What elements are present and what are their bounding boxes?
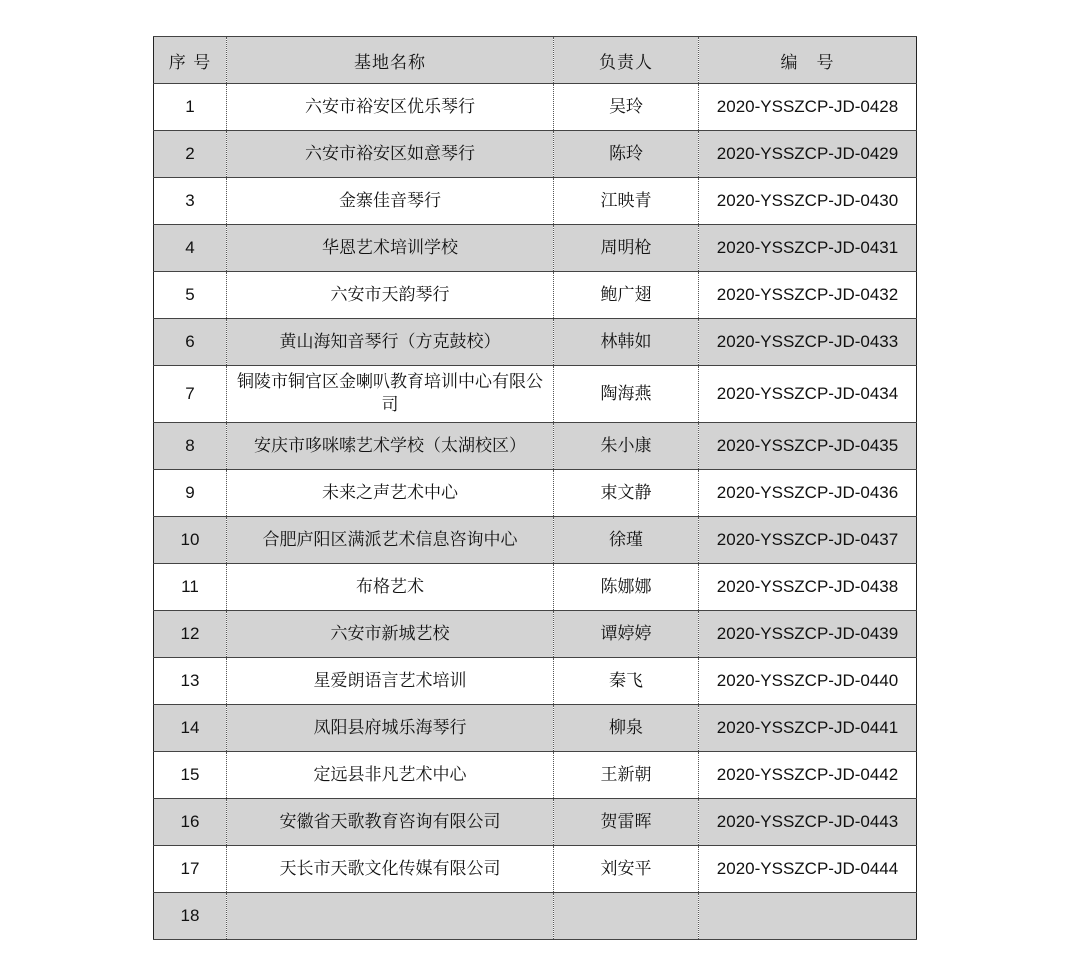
cell-person-in-charge: 陈娜娜 — [554, 564, 699, 611]
cell-person-in-charge: 刘安平 — [554, 846, 699, 893]
cell-code: 2020-YSSZCP-JD-0434 — [699, 366, 917, 423]
cell-serial-number: 14 — [154, 705, 227, 752]
cell-person-in-charge: 谭婷婷 — [554, 611, 699, 658]
table-row — [154, 272, 917, 319]
cell-code: 2020-YSSZCP-JD-0432 — [699, 272, 917, 319]
cell-serial-number: 13 — [154, 658, 227, 705]
cell-code: 2020-YSSZCP-JD-0429 — [699, 131, 917, 178]
header-person-in-charge: 负责人 — [554, 37, 699, 84]
cell-code: 2020-YSSZCP-JD-0436 — [699, 470, 917, 517]
cell-base-name: 合肥庐阳区满派艺术信息咨询中心 — [227, 517, 554, 564]
cell-person-in-charge: 陶海燕 — [554, 366, 699, 423]
cell-code: 2020-YSSZCP-JD-0430 — [699, 178, 917, 225]
cell-base-name: 天长市天歌文化传媒有限公司 — [227, 846, 554, 893]
cell-base-name: 六安市天韵琴行 — [227, 272, 554, 319]
cell-base-name: 未来之声艺术中心 — [227, 470, 554, 517]
cell-base-name: 六安市新城艺校 — [227, 611, 554, 658]
cell-person-in-charge: 柳泉 — [554, 705, 699, 752]
cell-code: 2020-YSSZCP-JD-0443 — [699, 799, 917, 846]
cell-serial-number: 6 — [154, 319, 227, 366]
cell-base-name: 铜陵市铜官区金喇叭教育培训中心有限公司 — [227, 366, 554, 423]
cell-person-in-charge: 贺雷晖 — [554, 799, 699, 846]
cell-base-name: 六安市裕安区优乐琴行 — [227, 84, 554, 131]
table-row — [154, 799, 917, 846]
cell-person-in-charge — [554, 893, 699, 940]
cell-code: 2020-YSSZCP-JD-0442 — [699, 752, 917, 799]
cell-serial-number: 17 — [154, 846, 227, 893]
cell-serial-number: 10 — [154, 517, 227, 564]
cell-serial-number: 7 — [154, 366, 227, 423]
cell-base-name: 安徽省天歌教育咨询有限公司 — [227, 799, 554, 846]
cell-base-name: 华恩艺术培训学校 — [227, 225, 554, 272]
cell-person-in-charge: 吴玲 — [554, 84, 699, 131]
table-row — [154, 846, 917, 893]
table-row — [154, 84, 917, 131]
table-row — [154, 225, 917, 272]
cell-person-in-charge: 陈玲 — [554, 131, 699, 178]
table-row — [154, 366, 917, 423]
table-row — [154, 893, 917, 940]
table-row — [154, 178, 917, 225]
cell-serial-number: 4 — [154, 225, 227, 272]
table-row — [154, 131, 917, 178]
cell-code: 2020-YSSZCP-JD-0437 — [699, 517, 917, 564]
table-body — [154, 84, 917, 940]
cell-serial-number: 11 — [154, 564, 227, 611]
table-row — [154, 564, 917, 611]
cell-base-name: 六安市裕安区如意琴行 — [227, 131, 554, 178]
table-row — [154, 752, 917, 799]
cell-base-name — [227, 893, 554, 940]
table-row — [154, 319, 917, 366]
cell-code: 2020-YSSZCP-JD-0439 — [699, 611, 917, 658]
cell-person-in-charge: 江映青 — [554, 178, 699, 225]
header-code: 编 号 — [699, 37, 917, 84]
cell-base-name: 星爱朗语言艺术培训 — [227, 658, 554, 705]
cell-base-name: 布格艺术 — [227, 564, 554, 611]
cell-person-in-charge: 朱小康 — [554, 423, 699, 470]
cell-code — [699, 893, 917, 940]
table-row — [154, 470, 917, 517]
cell-code: 2020-YSSZCP-JD-0440 — [699, 658, 917, 705]
cell-code: 2020-YSSZCP-JD-0433 — [699, 319, 917, 366]
cell-person-in-charge: 鲍广翅 — [554, 272, 699, 319]
table-row — [154, 423, 917, 470]
cell-person-in-charge: 徐瑾 — [554, 517, 699, 564]
cell-person-in-charge: 周明枪 — [554, 225, 699, 272]
cell-serial-number: 1 — [154, 84, 227, 131]
cell-base-name: 黄山海知音琴行（方克鼓校） — [227, 319, 554, 366]
cell-code: 2020-YSSZCP-JD-0428 — [699, 84, 917, 131]
cell-serial-number: 9 — [154, 470, 227, 517]
cell-code: 2020-YSSZCP-JD-0431 — [699, 225, 917, 272]
cell-base-name: 金寨佳音琴行 — [227, 178, 554, 225]
cell-serial-number: 3 — [154, 178, 227, 225]
cell-person-in-charge: 王新朝 — [554, 752, 699, 799]
table-row — [154, 611, 917, 658]
cell-code: 2020-YSSZCP-JD-0444 — [699, 846, 917, 893]
cell-base-name: 安庆市哆咪嗦艺术学校（太湖校区） — [227, 423, 554, 470]
cell-base-name: 凤阳县府城乐海琴行 — [227, 705, 554, 752]
cell-serial-number: 5 — [154, 272, 227, 319]
table-row — [154, 517, 917, 564]
cell-base-name: 定远县非凡艺术中心 — [227, 752, 554, 799]
cell-serial-number: 18 — [154, 893, 227, 940]
cell-serial-number: 16 — [154, 799, 227, 846]
cell-person-in-charge: 林韩如 — [554, 319, 699, 366]
table-row — [154, 658, 917, 705]
header-base-name: 基地名称 — [227, 37, 554, 84]
cell-serial-number: 15 — [154, 752, 227, 799]
cell-person-in-charge: 秦飞 — [554, 658, 699, 705]
cell-code: 2020-YSSZCP-JD-0438 — [699, 564, 917, 611]
cell-person-in-charge: 束文静 — [554, 470, 699, 517]
cell-serial-number: 12 — [154, 611, 227, 658]
cell-serial-number: 8 — [154, 423, 227, 470]
cell-code: 2020-YSSZCP-JD-0435 — [699, 423, 917, 470]
cell-serial-number: 2 — [154, 131, 227, 178]
table-row — [154, 705, 917, 752]
table-header-row — [154, 37, 917, 84]
cell-code: 2020-YSSZCP-JD-0441 — [699, 705, 917, 752]
header-serial-number: 序 号 — [154, 37, 227, 84]
base-roster-table — [153, 36, 917, 940]
